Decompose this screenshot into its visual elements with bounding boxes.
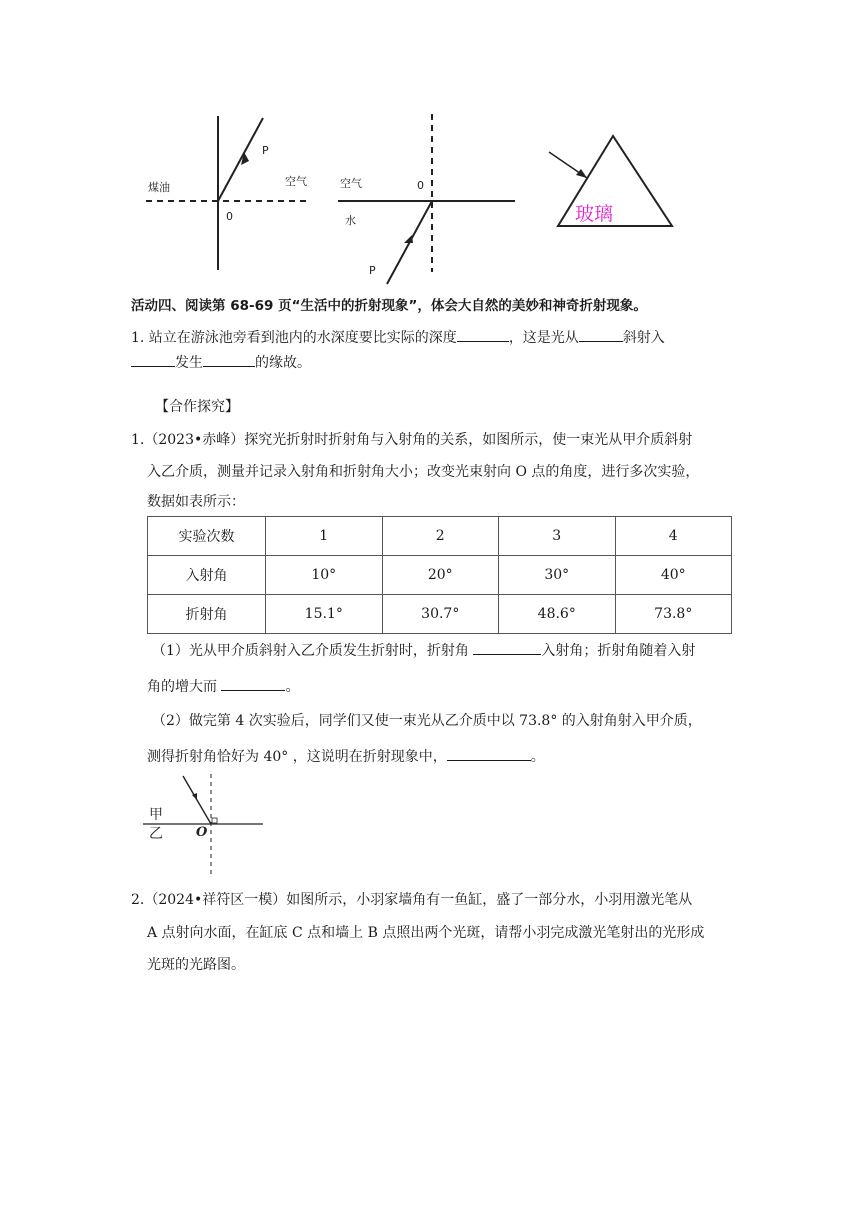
sub1-text-d: 。 xyxy=(285,679,300,695)
table-cell: 4 xyxy=(615,517,732,556)
table-cell: 15.1° xyxy=(266,595,383,634)
table-cell: 40° xyxy=(615,556,732,595)
problem-1-line-2: 入乙介质，测量并记录入射角和折射角大小；改变光束射向 O 点的角度，进行多次实验， xyxy=(147,464,700,480)
fig4-upper-label: 甲 xyxy=(149,807,163,823)
table-cell: 30.7° xyxy=(382,595,499,634)
problem-1-line-1: 1.（2023•赤峰）探究光折射时折射角与入射角的关系，如图所示，使一束光从甲介质斜射 xyxy=(131,432,693,448)
fig4-lower-label: 乙 xyxy=(149,826,163,842)
figure-kerosene-air xyxy=(140,112,310,274)
q1-text-c: 斜射入 xyxy=(622,330,665,346)
experiment-data-table xyxy=(147,516,732,634)
fig2-top-left-label: 空气 xyxy=(340,177,362,190)
fig2-ray-label: P xyxy=(369,264,376,277)
q1-text-a: 1. 站立在游泳池旁看到池内的水深度要比实际的深度 xyxy=(131,330,457,346)
problem-2-line-2: A 点射向水面，在缸底 C 点和墙上 B 点照出两个光斑，请帮小羽完成激光笔射出的光形成 xyxy=(147,925,705,941)
sub1-text-c: 角的增大而 xyxy=(147,679,217,695)
sub-question-1-line-2 xyxy=(147,676,299,697)
sub1-text-a: （1）光从甲介质斜射入乙介质发生折射时，折射角 xyxy=(152,643,469,659)
fig1-top-right-label: 空气 xyxy=(285,175,307,188)
cooperative-heading: 【合作探究】 xyxy=(155,399,239,415)
problem-1-line-3: 数据如表所示： xyxy=(147,494,245,510)
q1-blank-medium-into[interactable] xyxy=(131,352,175,367)
fig1-ray-label: P xyxy=(262,144,269,157)
sub1-blank-trend[interactable] xyxy=(221,676,285,691)
q1-blank-medium-from[interactable] xyxy=(579,327,623,342)
fig2-bottom-left-label: 水 xyxy=(345,214,356,227)
activity-four-title: 活动四、阅读第 68-69 页“生活中的折射现象”，体会大自然的美妙和神奇折射现象。 xyxy=(131,298,647,314)
problem-2-line-1: 2.（2024•祥符区一模）如图所示，小羽家墙角有一鱼缸，盛了一部分水，小羽用激光笔从 xyxy=(131,892,693,908)
fig1-origin-label: 0 xyxy=(226,210,233,223)
table-cell: 入射角 xyxy=(148,556,266,595)
table-cell: 73.8° xyxy=(615,595,732,634)
sub1-blank-compare[interactable] xyxy=(473,640,541,655)
q1-text-d: 发生 xyxy=(175,355,203,371)
table-row xyxy=(148,556,732,595)
sub-question-2-line-2 xyxy=(147,746,545,767)
sub-question-1-line-1 xyxy=(152,640,695,661)
figure-glass-prism xyxy=(545,130,680,232)
table-cell: 10° xyxy=(266,556,383,595)
table-cell: 2 xyxy=(382,517,499,556)
q1-text-b: ，这是光从 xyxy=(508,330,579,346)
table-row xyxy=(148,595,732,634)
problem-2-line-3: 光斑的光路图。 xyxy=(147,957,245,973)
sub2-text-b: 。 xyxy=(530,749,545,765)
fig1-top-left-label: 煤油 xyxy=(148,181,170,194)
sub-question-2-line-1: （2）做完第 4 次实验后，同学们又使一束光从乙介质中以 73.8° 的入射角射入甲介质， xyxy=(152,713,702,729)
table-cell: 折射角 xyxy=(148,595,266,634)
q1-blank-phenomenon[interactable] xyxy=(203,352,255,367)
table-cell: 实验次数 xyxy=(148,517,266,556)
table-cell: 20° xyxy=(382,556,499,595)
sub2-text-a: 测得折射角恰好为 40° ，这说明在折射现象中， xyxy=(147,749,447,765)
sub1-text-b: 入射角；折射角随着入射 xyxy=(541,643,696,659)
q1-text-e: 的缘故。 xyxy=(255,355,311,371)
sub2-blank-conclusion[interactable] xyxy=(447,746,531,761)
figure-medium-interface xyxy=(143,770,268,876)
q1-blank-depth[interactable] xyxy=(457,327,509,342)
figure-air-water xyxy=(335,112,520,288)
activity-four-question-1-line-2 xyxy=(131,352,311,373)
table-cell: 48.6° xyxy=(499,595,616,634)
table-cell: 3 xyxy=(499,517,616,556)
glass-label: 玻璃 xyxy=(575,203,614,225)
fig4-origin-label: O xyxy=(196,825,208,840)
table-cell: 30° xyxy=(499,556,616,595)
table-row xyxy=(148,517,732,556)
activity-four-question-1-line-1 xyxy=(131,327,665,348)
table-cell: 1 xyxy=(266,517,383,556)
fig2-origin-label: 0 xyxy=(417,179,424,192)
